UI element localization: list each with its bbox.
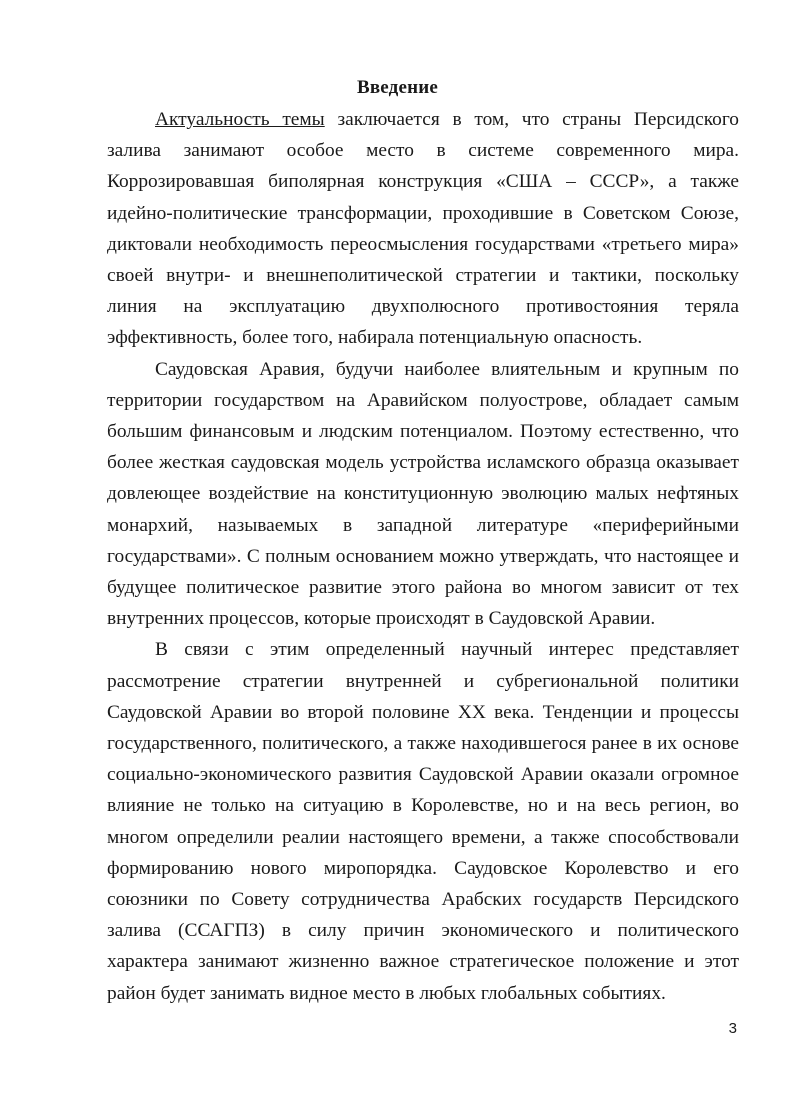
- paragraph-relevance: [107, 104, 739, 354]
- paragraph-lead-underlined: Актуальность темы: [155, 109, 325, 130]
- page-title: Введение: [356, 77, 439, 98]
- page-number: 3: [728, 1020, 737, 1037]
- paragraph-saudi-arabia: Саудовская Аравия, будучи наиболее влиятельным и крупным по территории государством на Аравийском полуострове, обладает самым большим финансовым и людским потенциалом. Поэтому естественно, что более жесткая саудовская модель устройства исламского образца оказывает довлеющее воздействие на конституционную эволюцию малых нефтяных монархий, называемых в западной литературе «периферийными государствами». С полным основанием можно утверждать, что настоящее и будущее политическое развитие этого района во многом зависит от тех внутренних процессов, которые происходят в Саудовской Аравии.: [107, 358, 739, 630]
- paragraph-research-interest: В связи с этим определенный научный интерес представляет рассмотрение стратегии внутренней и субрегиональной политики Саудовской Аравии во второй половине XX века. Тенденции и процессы государственного, политического, а также находившегося ранее в их основе социально-экономического развития Саудовской Аравии оказали огромное влияние не только на ситуацию в Королевстве, но и на весь регион, во многом определили реалии настоящего времени, а также способствовали формированию нового миропорядка. Саудовское Королевство и его союзники по Совету сотрудничества Арабских государств Персидского залива (ССАГПЗ) в силу причин экономического и политического характера занимают жизненно важное стратегическое положение и этот район будет занимать видное место в любых глобальных событиях.: [107, 639, 739, 1004]
- body-text: [107, 104, 739, 1009]
- paragraph-relevance-text: заключается в том, что страны Персидского залива занимают особое место в системе современного мира. Коррозировавшая биполярная конструкция «США – СССР», а также идейно-политические трансформации, проходившие в Советском Союзе, диктовали необходимость переосмысления государствами «третьего мира» своей внутри- и внешнеполитической стратегии и тактики, поскольку линия на эксплуатацию двухполюсного противостояния теряла эффективность, более того, набирала потенциальную опасность.: [107, 109, 739, 349]
